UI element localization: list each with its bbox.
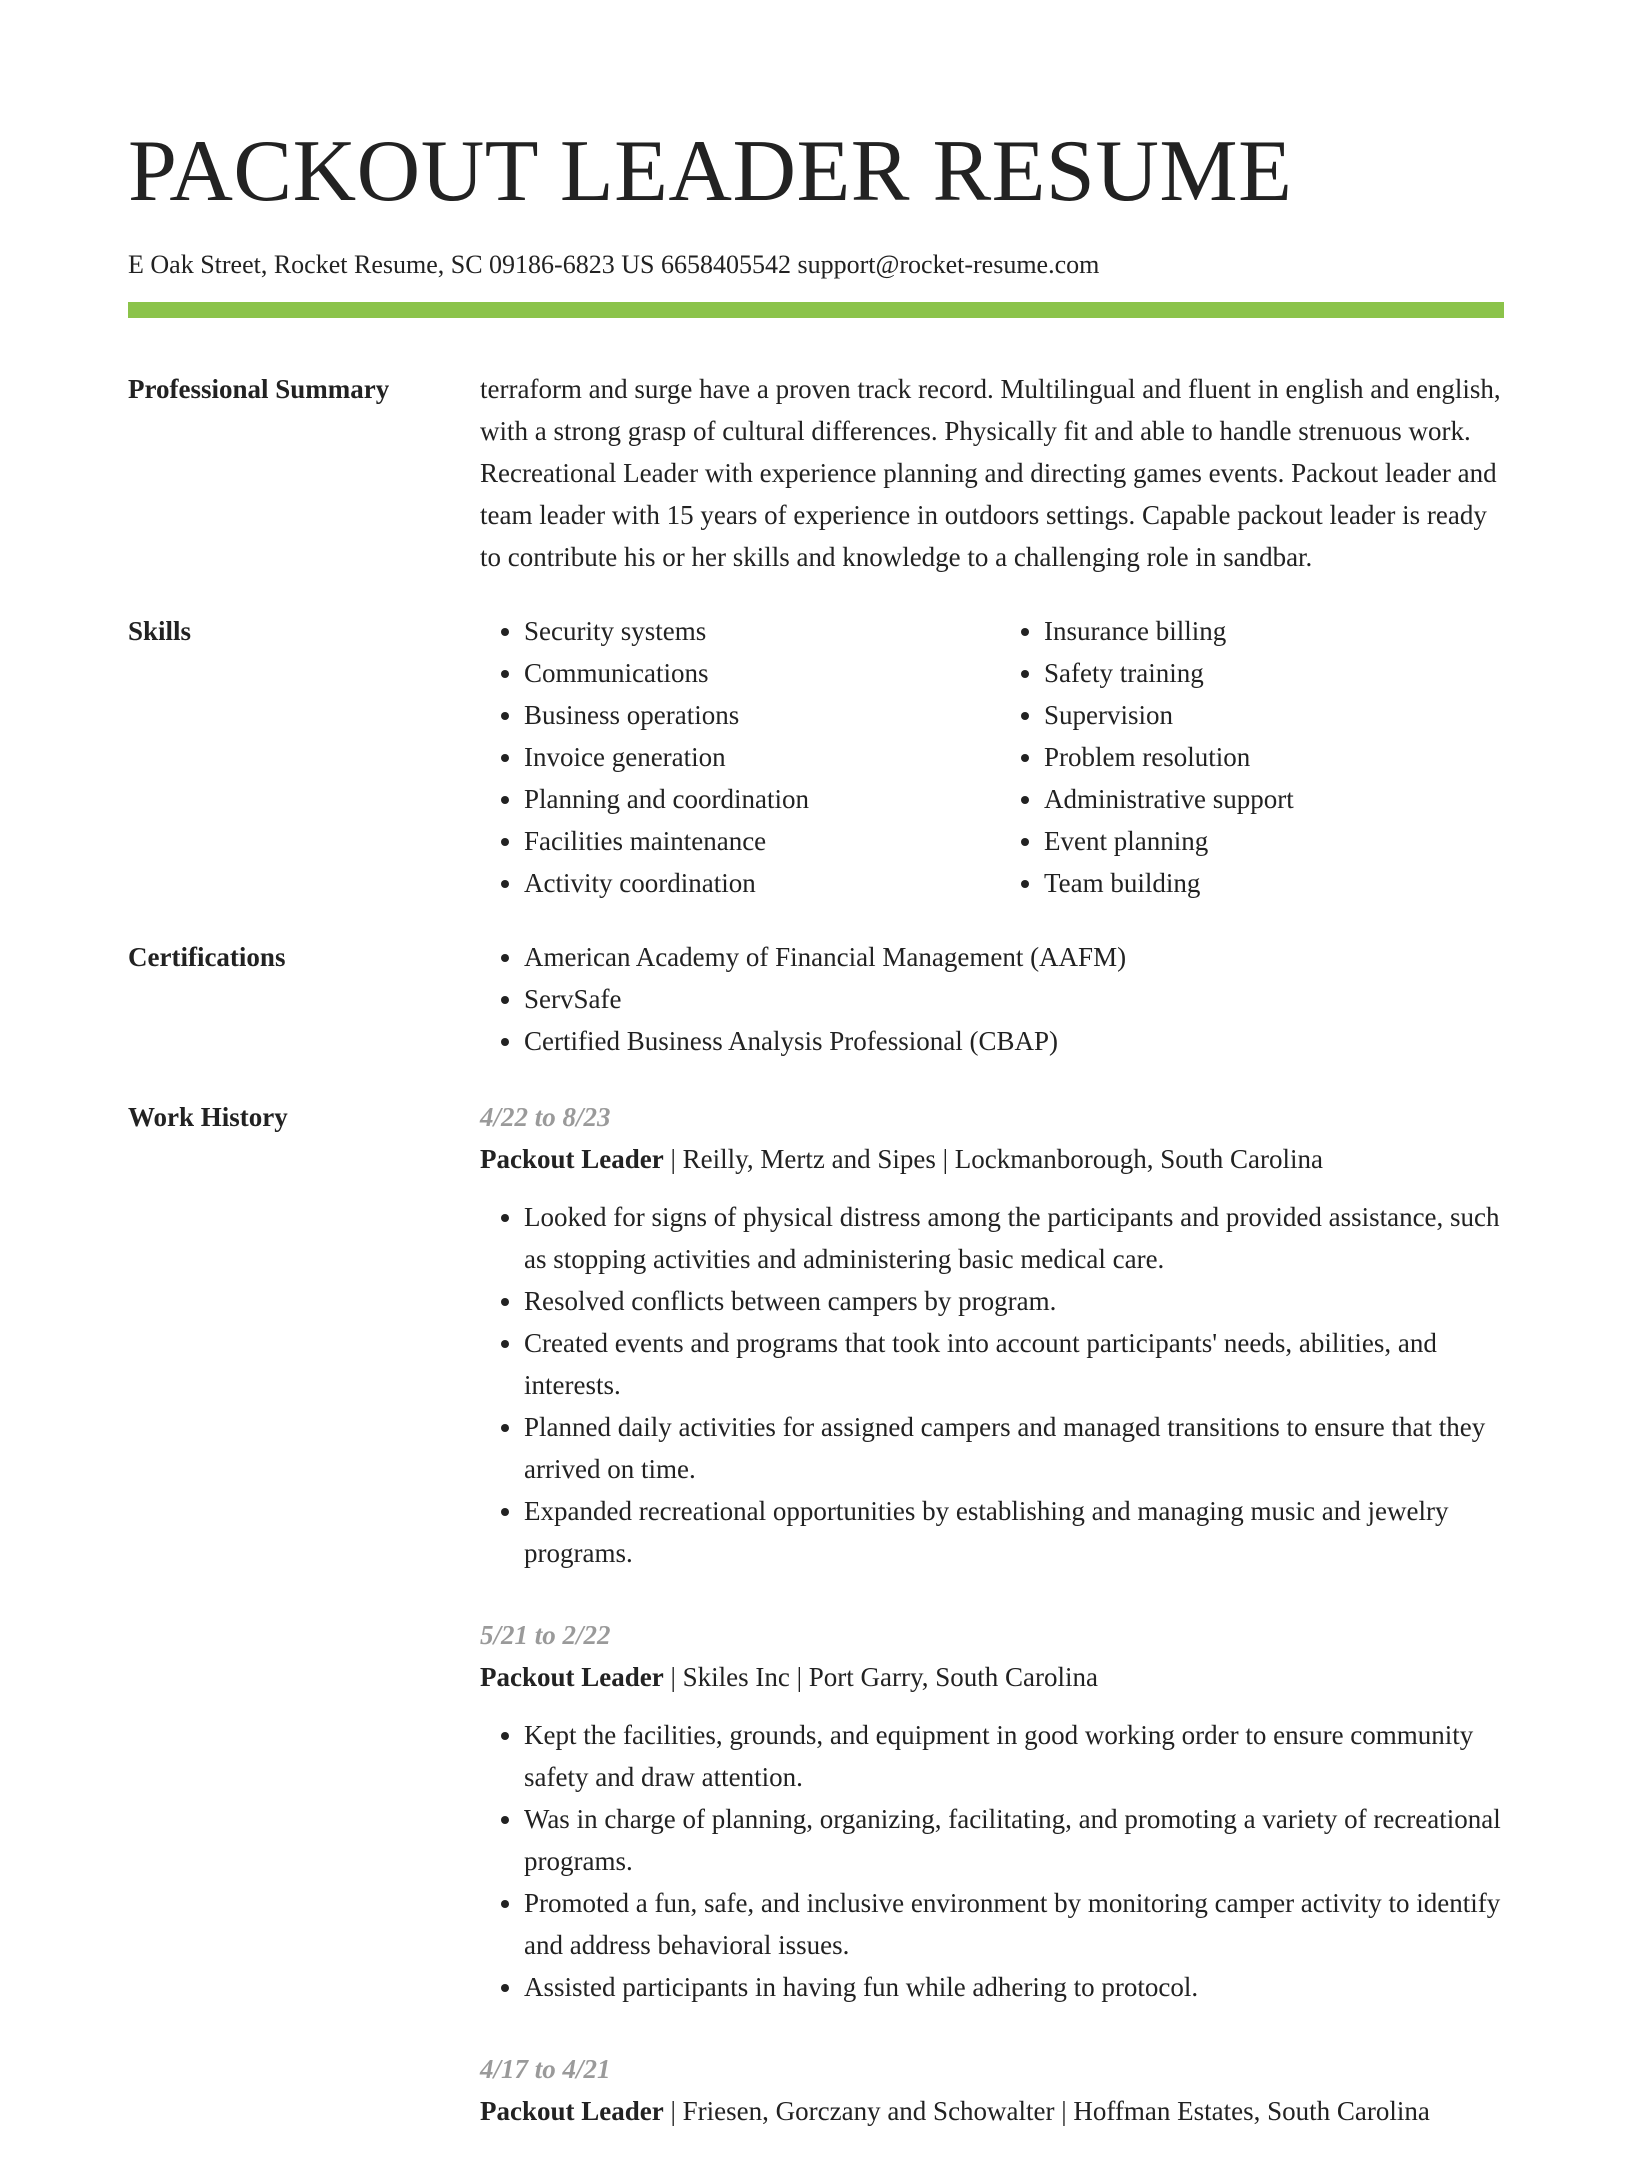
section-label-skills: Skills xyxy=(128,616,192,646)
certification-item: • Certified Business Analysis Professional (CBAP) xyxy=(524,1020,1504,1062)
accent-divider xyxy=(128,302,1504,318)
job-heading xyxy=(480,1138,1504,1180)
job-bullet: • Created events and programs that took into account participants' needs, abilities, and interests. xyxy=(524,1322,1504,1406)
job-title: Packout Leader xyxy=(480,1144,664,1174)
skill-item: • Event planning xyxy=(1044,820,1504,862)
job-heading xyxy=(480,2090,1504,2132)
job-bullet: • Kept the facilities, grounds, and equipment in good working order to ensure community safety and draw attention. xyxy=(524,1714,1504,1798)
job-entry xyxy=(480,1614,1504,2008)
job-bullet: • Expanded recreational opportunities by establishing and managing music and jewelry programs. xyxy=(524,1490,1504,1574)
job-bullet-list xyxy=(480,1196,1504,1574)
professional-summary-section xyxy=(128,368,1504,578)
section-label-summary: Professional Summary xyxy=(128,374,390,404)
job-bullet-list xyxy=(480,1714,1504,2008)
job-company-location: | Friesen, Gorczany and Schowalter | Hoffman Estates, South Carolina xyxy=(663,2096,1430,2126)
job-bullet: • Promoted a fun, safe, and inclusive environment by monitoring camper activity to identify and address behavioral issues. xyxy=(524,1882,1504,1966)
skill-item: • Business operations xyxy=(524,694,984,736)
job-title: Packout Leader xyxy=(480,2096,664,2126)
certifications-body xyxy=(480,936,1504,1062)
skills-list-left xyxy=(480,610,984,904)
skill-item: • Facilities maintenance xyxy=(524,820,984,862)
skill-item: • Invoice generation xyxy=(524,736,984,778)
skill-item: • Supervision xyxy=(1044,694,1504,736)
job-dates: 5/21 to 2/22 xyxy=(480,1620,611,1650)
section-label-certifications: Certifications xyxy=(128,942,286,972)
certification-item: • ServSafe xyxy=(524,978,1504,1020)
job-dates: 4/17 to 4/21 xyxy=(480,2054,611,2084)
job-bullet: • Was in charge of planning, organizing, facilitating, and promoting a variety of recreational programs. xyxy=(524,1798,1504,1882)
job-bullet: • Assisted participants in having fun while adhering to protocol. xyxy=(524,1966,1504,2008)
job-bullet: • Looked for signs of physical distress among the participants and provided assistance, such as stopping activities and administering basic medical care. xyxy=(524,1196,1504,1280)
summary-text: terraform and surge have a proven track record. Multilingual and fluent in english and english, with a strong grasp of cultural differences. Physically fit and able to handle strenuous work. Recreational Leader with experience planning and directing games events. Packout leader and team leader with 15 years of experience in outdoors settings. Capable packout leader is ready to contribute his or her skills and knowledge to a challenging role in sandbar. xyxy=(480,374,1501,572)
skills-section xyxy=(128,610,1504,904)
skill-item: • Administrative support xyxy=(1044,778,1504,820)
resume-title: PACKOUT LEADER RESUME xyxy=(128,123,1293,220)
skills-list-right xyxy=(984,610,1504,904)
contact-line: E Oak Street, Rocket Resume, SC 09186-6823 US 6658405542 support@rocket-resume.com xyxy=(128,250,1100,279)
job-entry xyxy=(480,2048,1504,2132)
job-heading xyxy=(480,1656,1504,1698)
job-bullet: • Resolved conflicts between campers by program. xyxy=(524,1280,1504,1322)
certifications-section xyxy=(128,936,1504,1062)
skill-item: • Activity coordination xyxy=(524,862,984,904)
job-dates: 4/22 to 8/23 xyxy=(480,1102,611,1132)
certifications-list xyxy=(480,936,1504,1062)
skill-item: • Problem resolution xyxy=(1044,736,1504,778)
skill-item: • Planning and coordination xyxy=(524,778,984,820)
work-history-section xyxy=(128,1096,1504,2172)
skill-item: • Communications xyxy=(524,652,984,694)
resume-page xyxy=(128,0,1504,2172)
job-title: Packout Leader xyxy=(480,1662,664,1692)
section-label-work-history: Work History xyxy=(128,1102,288,1132)
skills-columns xyxy=(480,610,1504,904)
job-company-location: | Skiles Inc | Port Garry, South Carolina xyxy=(663,1662,1098,1692)
certification-item: • American Academy of Financial Management (AAFM) xyxy=(524,936,1504,978)
job-company-location: | Reilly, Mertz and Sipes | Lockmanborough, South Carolina xyxy=(663,1144,1323,1174)
job-bullet: • Planned daily activities for assigned campers and managed transitions to ensure that they arrived on time. xyxy=(524,1406,1504,1490)
skill-item: • Safety training xyxy=(1044,652,1504,694)
job-entry xyxy=(480,1096,1504,1574)
skill-item: • Security systems xyxy=(524,610,984,652)
skill-item: • Team building xyxy=(1044,862,1504,904)
work-history-body xyxy=(480,1096,1504,2172)
skill-item: • Insurance billing xyxy=(1044,610,1504,652)
